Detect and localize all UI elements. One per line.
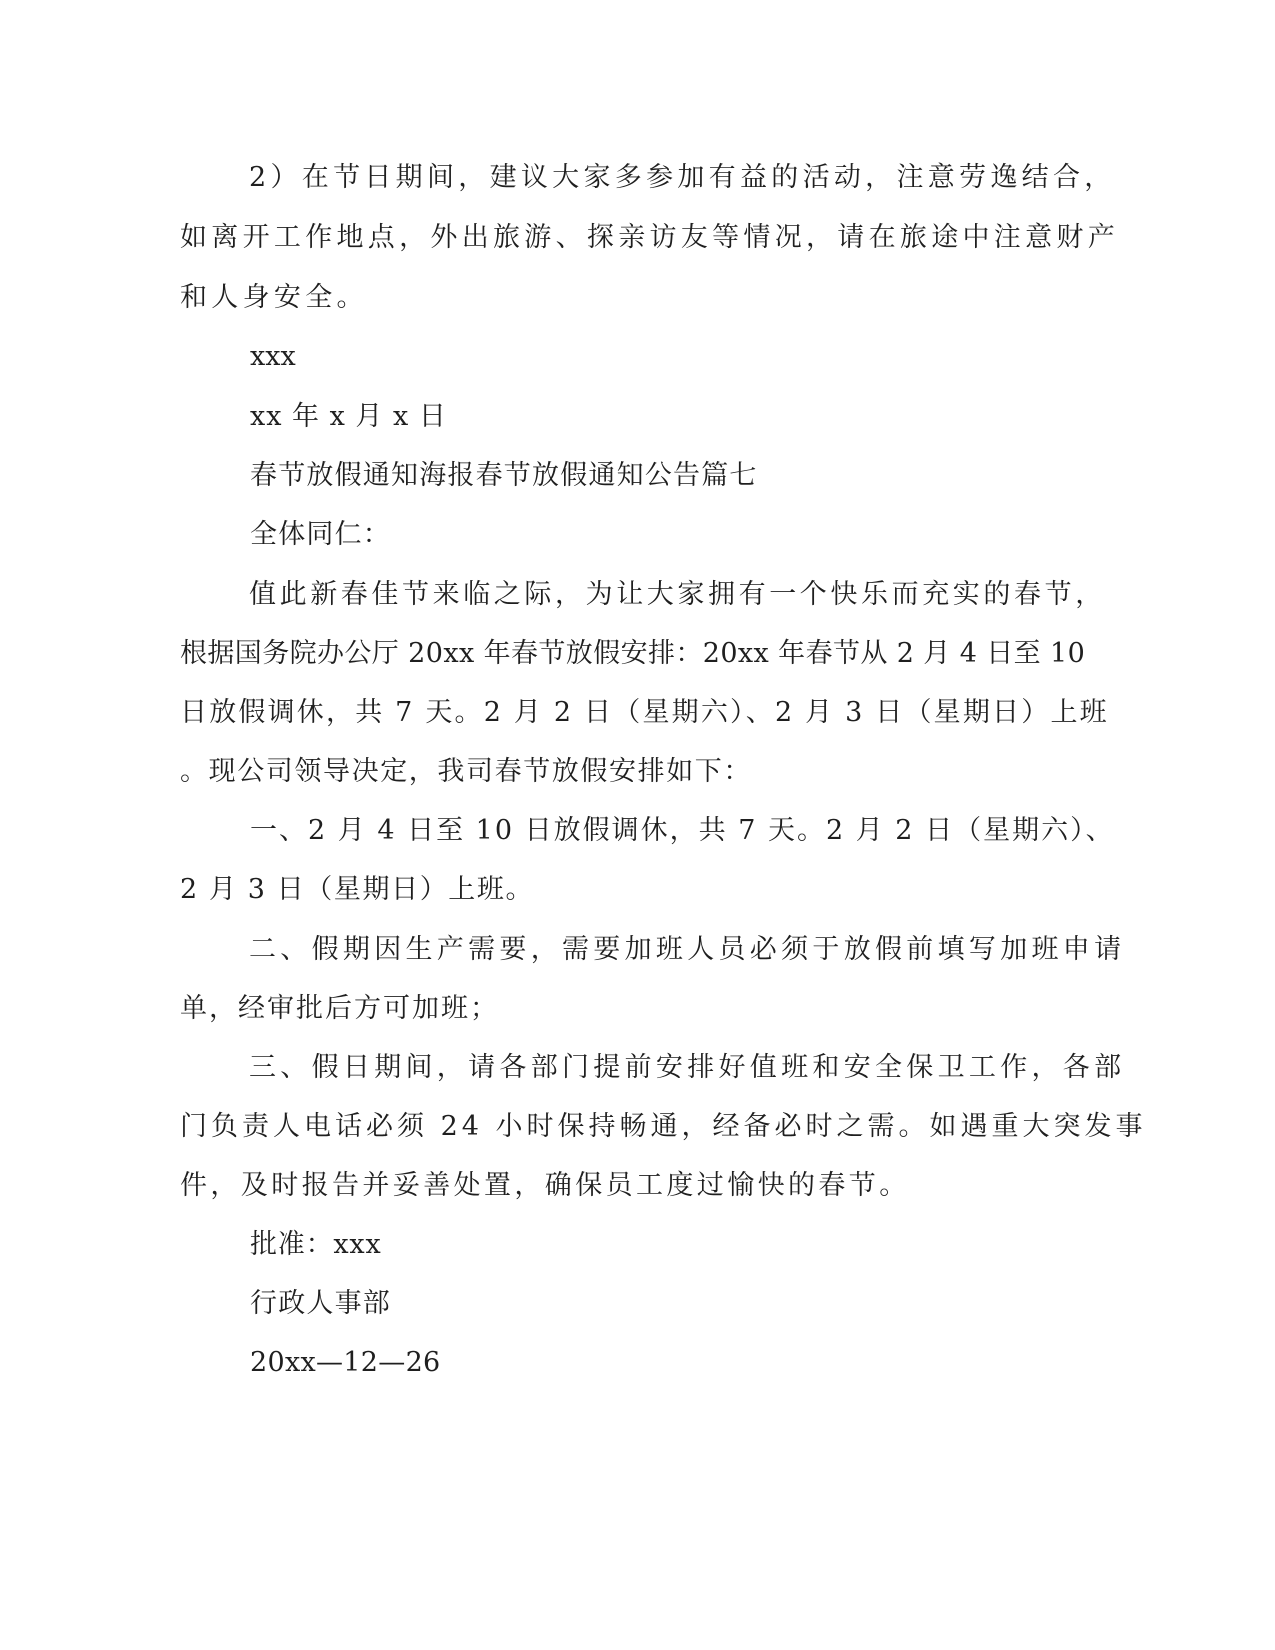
list-item-2-line-1: 二、假期因生产需要，需要加班人员必须于放假前填写加班申请 [249,934,1126,965]
paragraph-line-10: 日放假调休，共 7 天。2 月 2 日（星期六）、2 月 3 日（星期日）上班 [180,697,1109,728]
list-item-3-line-3: 件，及时报告并妥善处置，确保员工度过愉快的春节。 [180,1170,910,1201]
salutation: 全体同仁： [250,519,391,550]
list-item-1-line-1: 一、2 月 4 日至 10 日放假调休，共 7 天。2 月 2 日（星期六）、 [250,815,1115,846]
approval-line: 批准：xxx [250,1229,382,1260]
section-title: 春节放假通知海报春节放假通知公告篇七 [250,460,758,491]
list-item-3-line-2: 门负责人电话必须 24 小时保持畅通，经备必时之需。如遇重大突发事 [180,1111,1147,1142]
department-name: 行政人事部 [250,1288,391,1319]
paragraph-line-9: 根据国务院办公厅 20xx 年春节放假安排：20xx 年春节从 2 月 4 日至 10 [180,638,1086,669]
list-item-1-line-2: 2 月 3 日（星期日）上班。 [180,874,535,905]
signature-date: xx 年 x 月 x 日 [250,401,447,432]
document-date: 20xx—12—26 [250,1347,441,1378]
list-item-3-line-1: 三、假日期间，请各部门提前安排好值班和安全保卫工作，各部 [249,1052,1126,1083]
signature-name: xxx [250,341,296,372]
paragraph-line-1: 2）在节日期间，建议大家多参加有益的活动，注意劳逸结合， [249,162,1116,193]
paragraph-line-2: 如离开工作地点，外出旅游、探亲访友等情况，请在旅途中注意财产 [180,222,1119,253]
paragraph-line-3: 和人身安全。 [180,282,368,313]
paragraph-line-11: 。现公司领导决定，我司春节放假安排如下： [180,756,752,787]
list-item-2-line-2: 单，经审批后方可加班； [180,993,499,1024]
paragraph-line-8: 值此新春佳节来临之际，为让大家拥有一个快乐而充实的春节， [249,579,1106,610]
